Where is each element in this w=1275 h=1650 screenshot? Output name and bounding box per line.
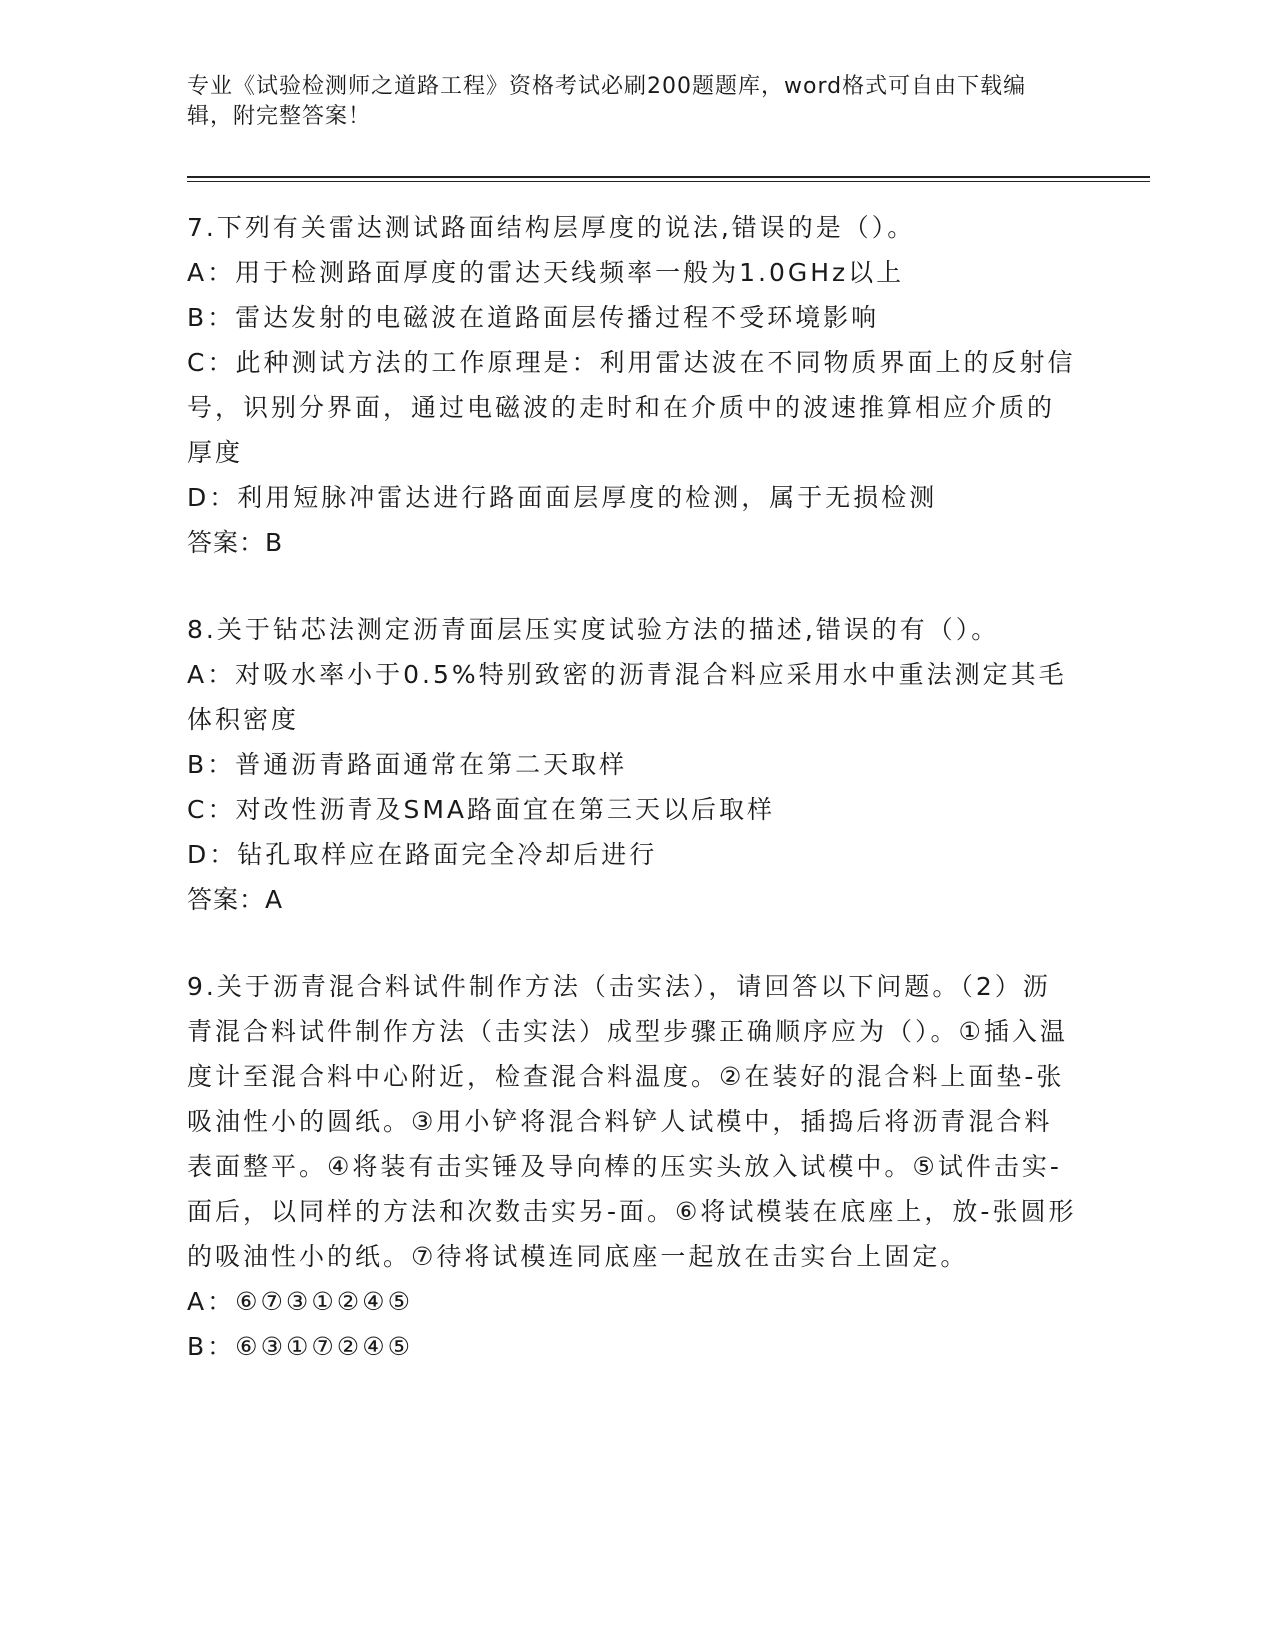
option-b: B：雷达发射的电磁波在道路面层传播过程不受环境影响 — [187, 303, 880, 332]
answer: 答案：B — [187, 528, 284, 557]
question-stem: 9.关于沥青混合料试件制作方法（击实法），请回答以下问题。（2）沥青混合料试件制作方法（击实法）成型步骤正确顺序应为（）。①插入温度计至混合料中心附近，检查混合料温度。②在装好的混合料上面垫-张吸油性小的圆纸。③用小铲将混合料铲人试模中，插捣后将沥青混合料表面整平。④将装有击实锤及导向棒的压实头放入试模中。⑤试件击实-面后，以同样的方法和次数击实另-面。⑥将试模装在底座上，放-张圆形的吸油性小的纸。⑦待将试模连同底座一起放在击实台上固定。 — [187, 972, 1077, 1271]
question-9 — [187, 964, 1077, 1369]
option-c: C：此种测试方法的工作原理是：利用雷达波在不同物质界面上的反射信号，识别分界面，通过电磁波的走时和在介质中的波速推算相应介质的厚度 — [187, 348, 1076, 467]
question-7 — [187, 205, 1077, 565]
document-header: 专业《试验检测师之道路工程》资格考试必刷200题题库，word格式可自由下载编辑，附完整答案！ — [187, 74, 1027, 129]
option-b: B：⑥③①⑦②④⑤ — [187, 1332, 414, 1361]
option-d: D：钻孔取样应在路面完全冷却后进行 — [187, 840, 658, 869]
answer: 答案：A — [187, 885, 284, 914]
question-stem: 7.下列有关雷达测试路面结构层厚度的说法,错误的是（）。 — [187, 213, 916, 242]
option-c: C：对改性沥青及SMA路面宜在第三天以后取样 — [187, 795, 775, 824]
option-a: A：用于检测路面厚度的雷达天线频率一般为1.0GHz以上 — [187, 258, 905, 287]
question-stem: 8.关于钻芯法测定沥青面层压实度试验方法的描述,错误的有（）。 — [187, 615, 1000, 644]
option-b: B：普通沥青路面通常在第二天取样 — [187, 750, 628, 779]
question-8 — [187, 607, 1077, 922]
header-divider-thin — [187, 181, 1150, 182]
option-a: A：对吸水率小于0.5%特别致密的沥青混合料应采用水中重法测定其毛体积密度 — [187, 660, 1067, 734]
header-divider-thick — [187, 176, 1150, 178]
option-a: A：⑥⑦③①②④⑤ — [187, 1287, 413, 1316]
option-d: D：利用短脉冲雷达进行路面面层厚度的检测，属于无损检测 — [187, 483, 938, 512]
question-list — [187, 205, 1077, 1411]
